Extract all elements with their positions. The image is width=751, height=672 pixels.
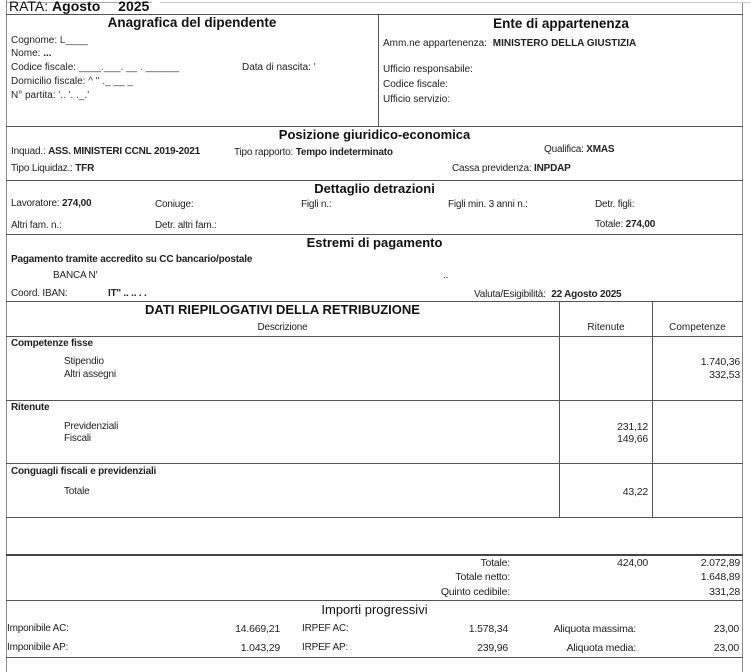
netto-value: 1.648,89 [700,571,740,583]
col-header-competenze: Competenze [669,322,726,333]
aliquota-max-label: Aliquota massima: [553,623,636,635]
nome-field [11,48,52,59]
aliquota-media-label: Aliquota media: [566,642,636,654]
rule-section-conguagli [6,463,743,464]
domicilio-label: Domicilio fiscale: [11,76,86,87]
irpef-ac-label: IRPEF AC: [302,623,349,634]
row-competenze-altri-assegni: 332,53 [709,369,740,381]
domicilio-field [11,76,133,87]
iban-value: IT'' .. .. . . [108,288,147,299]
ente-title: Ente di appartenenza [493,16,629,31]
row-label-conguagli-totale: Totale [64,486,90,497]
row-ritenute-previdenziali: 231,12 [617,421,648,433]
irpef-ap-label: IRPEF AP: [302,642,348,653]
totale-ritenute: 424,00 [617,557,648,569]
data-nascita-value: ' [313,62,316,73]
amm-label: Amm.ne appartenenza: [383,38,487,49]
rata-month: Agosto [52,0,101,14]
figli-min-label: Figli min. 3 anni n.: [448,199,528,210]
tipo-liquidaz-label: Tipo Liquidaz.: [11,163,73,174]
riepilogo-title: DATI RIEPILOGATIVI DELLA RETRIBUZIONE [145,302,420,317]
row-competenze-stipendio: 1.740,36 [700,356,740,368]
cognome-label: Cognome: [11,35,58,46]
detrazioni-title: Dettaglio detrazioni [314,181,435,196]
lavoratore-field [11,198,91,209]
anagrafica-title: Anagrafica del dipendente [107,15,277,30]
rule-section-ritenute [6,400,743,401]
rule-totali [6,554,743,556]
detr-altri-label: Detr. altri fam.: [155,220,217,231]
top-rule-right [160,2,750,3]
nome-label: Nome: [11,48,41,59]
cognome-field [11,35,88,46]
detrazioni-totale-label: Totale: [595,219,624,230]
amm-field [383,38,636,49]
detrazioni-totale-value: 274,00 [625,219,656,230]
rule-column-header [6,336,743,337]
cassa-label: Cassa previdenza: [452,163,532,174]
lavoratore-label: Lavoratore: [11,198,60,209]
inquad-field [11,146,200,157]
row-label-stipendio: Stipendio [64,356,104,367]
qualifica-value: XMAS [586,144,615,155]
banca-extra: .. [443,270,449,281]
section-title-competenze-fisse: Competenze fisse [11,338,93,349]
altri-fam-label: Altri fam. n.: [11,220,62,231]
quinto-value: 331,28 [709,586,740,598]
valuta-field [474,289,621,300]
ente-codice-fiscale-label: Codice fiscale: [383,79,449,90]
codice-fiscale-label: Codice fiscale: [11,62,77,73]
irpef-ap-value: 239,96 [477,642,508,654]
row-label-altri-assegni: Altri assegni [64,369,116,380]
tipo-rapporto-field [234,147,393,158]
detr-figli-label: Detr. figli: [595,199,635,210]
row-ritenute-conguagli-totale: 43,22 [622,486,648,498]
imponibile-ap-label: Imponibile AP: [7,642,69,653]
aliquota-max-value: 23,00 [713,623,739,635]
ufficio-responsabile-label: Ufficio responsabile: [383,64,473,75]
nome-value: ... [43,48,52,59]
progressivi-title: Importi progressivi [321,602,428,617]
codice-fiscale-field [11,62,179,73]
valuta-value: 22 Agosto 2025 [551,289,622,300]
rule-progressivi [6,600,743,601]
netto-label: Totale netto: [455,571,510,583]
cassa-value: INPDAP [534,163,571,174]
imponibile-ac-label: Imponibile AC: [7,623,69,634]
row-ritenute-fiscali: 149,66 [617,433,648,445]
partita-value: '.. '. ._.' [58,90,90,101]
amm-value: MINISTERO DELLA GIUSTIZIA [492,38,637,49]
qualifica-label: Qualifica: [544,144,584,155]
rata-header [9,0,149,14]
row-label-fiscali: Fiscali [64,433,91,444]
frame-right-border [742,3,743,672]
cassa-field [452,163,571,174]
data-nascita-label: Data di nascita: [242,62,311,73]
domicilio-value: ^ '' ._ __ _ [88,76,133,87]
tipo-liquidaz-field [11,163,94,174]
totale-competenze: 2.072,89 [700,557,740,569]
partita-field [11,90,89,101]
section-title-conguagli: Conguagli fiscali e previdenziali [11,466,157,477]
irpef-ac-value: 1.578,34 [468,623,508,635]
aliquota-media-value: 23,00 [713,642,739,654]
pagamento-title: Estremi di pagamento [306,235,443,250]
col-divider-competenze [652,301,653,517]
rata-year: 2025 [118,0,150,14]
qualifica-field [544,144,614,155]
col-header-descrizione: Descrizione [257,322,308,333]
data-nascita-field [242,62,316,73]
posizione-title: Posizione giuridico-economica [278,127,471,142]
quinto-label: Quinto cedibile: [440,586,510,598]
inquad-label: Inquad.: [11,146,46,157]
col-divider-ritenute [559,301,560,517]
rule-bottom [6,657,743,658]
partita-label: N° partita: [11,90,56,101]
banca-name: BANCA N' [53,270,98,281]
cognome-value: L____ [59,35,88,46]
rata-label: RATA: [9,0,49,14]
rule-after-conguagli [6,517,743,518]
lavoratore-value: 274,00 [61,198,92,209]
tipo-liquidaz-value: TFR [75,163,95,174]
figli-label: Figli n.: [301,199,332,210]
imponibile-ap-value: 1.043,29 [240,642,280,654]
codice-fiscale-value: ____.___. __ . ______ [78,62,179,73]
pagamento-modalita: Pagamento tramite accredito su CC bancario/postale [11,254,253,265]
inquad-value: ASS. MINISTERI CCNL 2019-2021 [48,146,200,157]
imponibile-ac-value: 14.669,21 [235,623,280,635]
coniuge-label: Coniuge: [155,199,194,210]
ufficio-servizio-label: Ufficio servizio: [383,94,451,105]
row-label-previdenziali: Previdenziali [64,421,119,432]
col-header-ritenute: Ritenute [587,322,625,333]
tipo-rapporto-value: Tempo indeterminato [295,147,393,158]
iban-label: Coord. IBAN: [11,288,68,299]
totale-label: Totale: [480,557,510,569]
valuta-label: Valuta/Esigibilità: [474,289,546,300]
tipo-rapporto-label: Tipo rapporto: [234,147,294,158]
detrazioni-totale-field [595,219,655,230]
section-title-ritenute: Ritenute [11,402,50,413]
